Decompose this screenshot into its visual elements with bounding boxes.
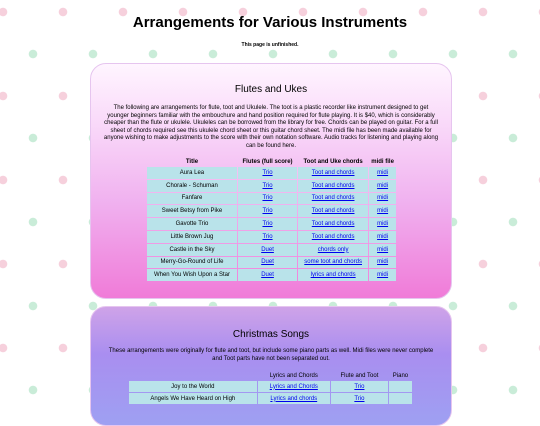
table-row: [147, 193, 396, 205]
midi-link[interactable]: midi: [377, 259, 389, 266]
midi-link[interactable]: midi: [377, 233, 389, 240]
midi-link[interactable]: midi: [377, 272, 389, 279]
piano-cell: [389, 381, 412, 392]
table-row: [129, 393, 412, 404]
piano-cell: [389, 393, 412, 404]
section-heading: Christmas Songs: [232, 329, 310, 340]
score-link[interactable]: Duet: [261, 259, 274, 266]
table-row: [147, 269, 396, 281]
table-row: [147, 257, 396, 269]
table-row: [129, 381, 412, 392]
column-header-lyrics: Lyrics and Chords: [269, 372, 318, 379]
song-title: Sweet Betsy from Pike: [147, 205, 237, 217]
table-header-row: [129, 371, 412, 380]
column-header-title: [129, 371, 257, 380]
lyrics-link[interactable]: Lyrics and chords: [270, 395, 318, 402]
score-link[interactable]: Duet: [261, 272, 274, 279]
midi-link[interactable]: midi: [377, 195, 389, 202]
midi-link[interactable]: midi: [377, 169, 389, 176]
table-row: [147, 231, 396, 243]
unfinished-notice: This page is unfinished.: [241, 42, 299, 48]
song-title: Aura Lea: [147, 167, 237, 179]
column-header-piano: Piano: [392, 372, 409, 379]
score-link[interactable]: Trio: [262, 233, 273, 240]
table-header-row: [147, 158, 396, 166]
flute-link[interactable]: Trio: [354, 383, 365, 390]
chords-link[interactable]: lyrics and chords: [310, 272, 356, 279]
score-link[interactable]: Trio: [262, 208, 273, 215]
song-title: Chorale - Schuman: [147, 180, 237, 192]
column-header-chords: Toot and Uke chords: [303, 159, 363, 165]
chords-link[interactable]: Toot and chords: [311, 195, 355, 202]
chords-link[interactable]: chords only: [317, 246, 349, 253]
score-link[interactable]: Trio: [262, 195, 273, 202]
section-description: The following are arrangements for flute, toot and Ukulele. The toot is a plastic recorder like instrument designed to get younger beginners familiar with the embouchure and hand position required for flute playing. It is $40, which is considerably cheaper than the flute or ukulele. Ukuleles can be borrowed from the library for free. Chords can be played on guitar. For a full sheet of chords required see this ukulele chord sheet or this guitar chord sheet. The midi file has been made available for anyone wishing to make adjustments to the score with their own notation software. Audio tracks for listening and playing along can be found here.: [103, 105, 439, 149]
flutes-table: [146, 157, 397, 282]
midi-link[interactable]: midi: [377, 182, 389, 189]
column-header-midi: midi file: [371, 159, 394, 165]
song-title: Gavotte Trio: [147, 218, 237, 230]
chords-link[interactable]: Toot and chords: [311, 233, 355, 240]
section-description: These arrangements were originally for flute and toot, but include some piano parts as well. Midi files were never complete and Toot parts have not been separated out.: [108, 348, 434, 362]
flutes-and-ukes-section: [90, 63, 452, 299]
chords-link[interactable]: Toot and chords: [311, 182, 355, 189]
column-header-title: Title: [185, 159, 199, 165]
song-title: Castle in the Sky: [147, 244, 237, 256]
chords-link[interactable]: Toot and chords: [311, 169, 355, 176]
lyrics-link[interactable]: Lyrics and Chords: [269, 383, 318, 390]
chords-link[interactable]: Toot and chords: [311, 221, 355, 228]
table-row: [147, 167, 396, 179]
song-title: Joy to the World: [129, 381, 257, 392]
column-header-flute: Flute and Toot: [340, 372, 379, 379]
score-link[interactable]: Trio: [262, 169, 273, 176]
page-title: Arrangements for Various Instruments: [132, 14, 408, 31]
song-title: Little Brown Jug: [147, 231, 237, 243]
score-link[interactable]: Trio: [262, 182, 273, 189]
song-title: Merry-Go-Round of Life: [147, 257, 237, 269]
midi-link[interactable]: midi: [377, 221, 389, 228]
flute-link[interactable]: Trio: [354, 395, 365, 402]
table-row: [147, 180, 396, 192]
score-link[interactable]: Trio: [262, 221, 273, 228]
midi-link[interactable]: midi: [377, 246, 389, 253]
column-header-score: Flutes (full score): [242, 159, 293, 165]
section-heading: Flutes and Ukes: [234, 84, 308, 95]
song-title: Angels We Have Heard on High: [129, 393, 257, 404]
song-title: Fanfare: [147, 193, 237, 205]
midi-link[interactable]: midi: [377, 208, 389, 215]
table-row: [147, 244, 396, 256]
table-row: [147, 218, 396, 230]
table-row: [147, 205, 396, 217]
christmas-songs-section: [90, 306, 452, 426]
song-title: When You Wish Upon a Star: [147, 269, 237, 281]
chords-link[interactable]: some toot and chords: [304, 259, 362, 266]
christmas-table: [128, 370, 413, 405]
score-link[interactable]: Duet: [261, 246, 274, 253]
chords-link[interactable]: Toot and chords: [311, 208, 355, 215]
